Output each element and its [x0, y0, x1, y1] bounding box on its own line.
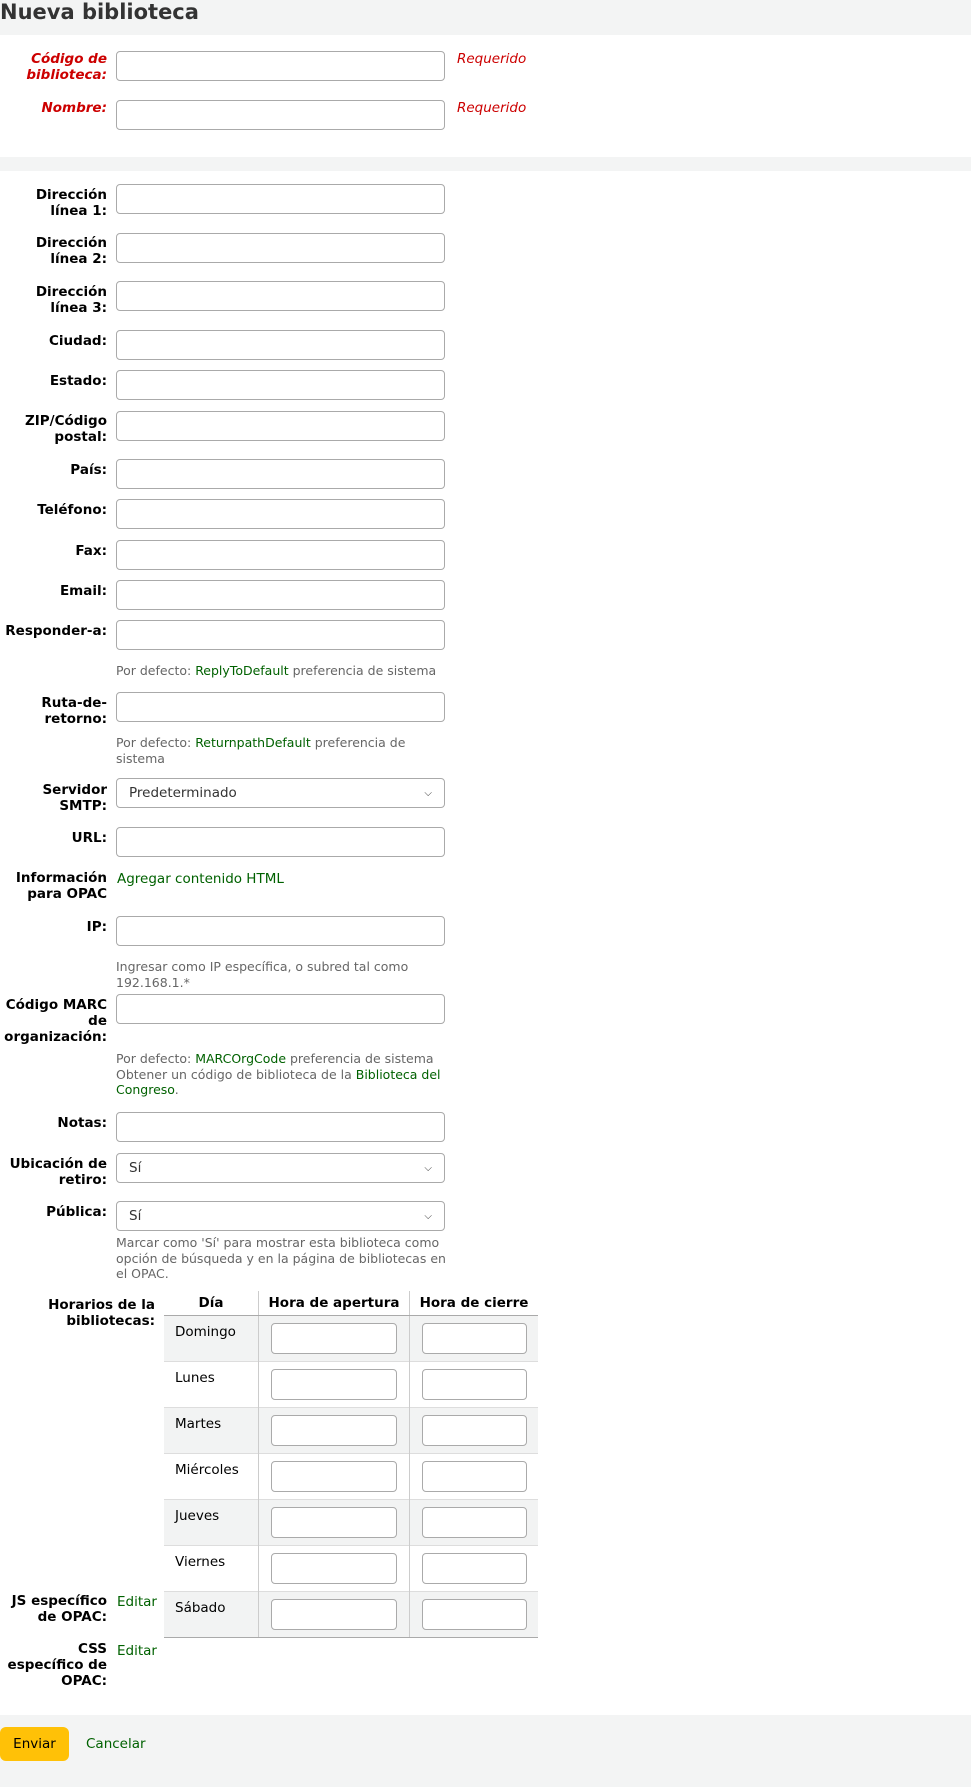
close-time-input[interactable]: [422, 1323, 527, 1354]
replyto-input[interactable]: [116, 620, 445, 650]
opac-info-label: Información para OPAC: [15, 870, 107, 902]
open-time-input[interactable]: [271, 1369, 397, 1400]
notes-input[interactable]: [116, 1112, 445, 1142]
library-name-required: Requerido: [457, 100, 527, 116]
hours-header-day: Día: [164, 1291, 259, 1316]
close-time-input[interactable]: [422, 1461, 527, 1492]
hours-header-open: Hora de apertura: [259, 1291, 410, 1316]
open-time-input[interactable]: [271, 1599, 397, 1630]
ip-label: IP:: [86, 919, 107, 935]
opac-js-label: JS específico de OPAC:: [11, 1593, 107, 1625]
close-time-input[interactable]: [422, 1553, 527, 1584]
address2-label: Dirección línea 2:: [35, 235, 107, 267]
chevron-down-icon: ⌵: [424, 1210, 432, 1222]
pickup-select[interactable]: Sí ⌵: [116, 1153, 445, 1183]
public-select[interactable]: Sí ⌵: [116, 1201, 445, 1231]
chevron-down-icon: ⌵: [424, 787, 432, 799]
table-row: [164, 1362, 538, 1408]
address1-input[interactable]: [116, 184, 445, 214]
returnpath-input[interactable]: [116, 692, 445, 722]
close-time-input[interactable]: [422, 1599, 527, 1630]
open-time-input[interactable]: [271, 1323, 397, 1354]
open-time-input[interactable]: [271, 1507, 397, 1538]
address2-input[interactable]: [116, 233, 445, 263]
returnpath-hint: Por defecto: ReturnpathDefault preferencia de sistema: [116, 735, 406, 766]
hours-table: [164, 1291, 538, 1638]
phone-label: Teléfono:: [37, 502, 107, 518]
email-input[interactable]: [116, 580, 445, 610]
ip-hint: Ingresar como IP específica, o subred tal como 192.168.1.*: [116, 959, 409, 990]
library-code-required: Requerido: [457, 51, 527, 67]
close-time-input[interactable]: [422, 1507, 527, 1538]
fax-input[interactable]: [116, 540, 445, 570]
close-time-input[interactable]: [422, 1415, 527, 1446]
country-input[interactable]: [116, 459, 445, 489]
public-hint: Marcar como 'Sí' para mostrar esta biblioteca como opción de búsqueda y en la página de bibliotecas en el OPAC.: [116, 1235, 446, 1281]
opac-css-label: CSS específico de OPAC:: [7, 1641, 107, 1689]
phone-input[interactable]: [116, 499, 445, 529]
state-label: Estado:: [49, 373, 107, 389]
ip-input[interactable]: [116, 916, 445, 946]
returnpath-pref-link[interactable]: ReturnpathDefault: [195, 735, 311, 750]
library-code-label: Código de biblioteca:: [26, 51, 107, 83]
loc-link[interactable]: Biblioteca del Congreso: [116, 1066, 441, 1097]
page-title: Nueva biblioteca: [0, 0, 199, 24]
marc-org-label: Código MARC de organización:: [4, 997, 107, 1045]
zip-input[interactable]: [116, 411, 445, 441]
open-time-input[interactable]: [271, 1415, 397, 1446]
table-row: [164, 1316, 538, 1362]
marc-org-input[interactable]: [116, 994, 445, 1024]
returnpath-label: Ruta-de-retorno:: [41, 695, 107, 727]
table-row: [164, 1546, 538, 1592]
opac-js-edit-link[interactable]: Editar: [117, 1594, 157, 1610]
day-name: Lunes: [164, 1362, 259, 1408]
smtp-label: Servidor SMTP:: [42, 782, 107, 814]
add-html-link[interactable]: Agregar contenido HTML: [117, 871, 284, 887]
day-name: Martes: [164, 1408, 259, 1454]
smtp-select[interactable]: Predeterminado ⌵: [116, 778, 445, 808]
table-row: [164, 1454, 538, 1500]
replyto-label: Responder-a:: [5, 623, 107, 639]
city-input[interactable]: [116, 330, 445, 360]
public-label: Pública:: [46, 1204, 107, 1220]
replyto-hint: Por defecto: ReplyToDefault preferencia de sistema: [116, 663, 437, 678]
email-label: Email:: [59, 583, 107, 599]
table-row: [164, 1592, 538, 1638]
day-name: Sábado: [164, 1592, 259, 1638]
chevron-down-icon: ⌵: [424, 1162, 432, 1174]
day-name: Miércoles: [164, 1454, 259, 1500]
address3-input[interactable]: [116, 281, 445, 311]
url-input[interactable]: [116, 827, 445, 857]
opac-css-edit-link[interactable]: Editar: [117, 1643, 157, 1659]
submit-button[interactable]: Enviar: [0, 1727, 69, 1761]
city-label: Ciudad:: [49, 333, 107, 349]
address3-label: Dirección línea 3:: [35, 284, 107, 316]
notes-label: Notas:: [57, 1115, 107, 1131]
marc-org-hint: Por defecto: MARCOrgCode preferencia de sistema Obtener un código de biblioteca de la Biblioteca del Congreso.: [116, 1051, 441, 1097]
fax-label: Fax:: [75, 543, 107, 559]
address1-label: Dirección línea 1:: [35, 187, 107, 219]
hours-header-close: Hora de cierre: [410, 1291, 539, 1316]
open-time-input[interactable]: [271, 1553, 397, 1584]
cancel-link[interactable]: Cancelar: [86, 1736, 146, 1752]
library-name-label: Nombre:: [41, 100, 107, 116]
open-time-input[interactable]: [271, 1461, 397, 1492]
url-label: URL:: [71, 830, 107, 846]
country-label: País:: [70, 462, 107, 478]
close-time-input[interactable]: [422, 1369, 527, 1400]
hours-label: Horarios de la bibliotecas:: [48, 1297, 155, 1329]
table-row: [164, 1408, 538, 1454]
zip-label: ZIP/Código postal:: [24, 413, 107, 445]
required-section: [0, 35, 971, 157]
pickup-label: Ubicación de retiro:: [9, 1156, 107, 1188]
table-row: [164, 1500, 538, 1546]
marc-pref-link[interactable]: MARCOrgCode: [195, 1051, 287, 1066]
day-name: Jueves: [164, 1500, 259, 1546]
day-name: Domingo: [164, 1316, 259, 1362]
state-input[interactable]: [116, 370, 445, 400]
day-name: Viernes: [164, 1546, 259, 1592]
library-code-input[interactable]: [116, 51, 445, 81]
library-name-input[interactable]: [116, 100, 445, 130]
replyto-pref-link[interactable]: ReplyToDefault: [195, 663, 289, 678]
